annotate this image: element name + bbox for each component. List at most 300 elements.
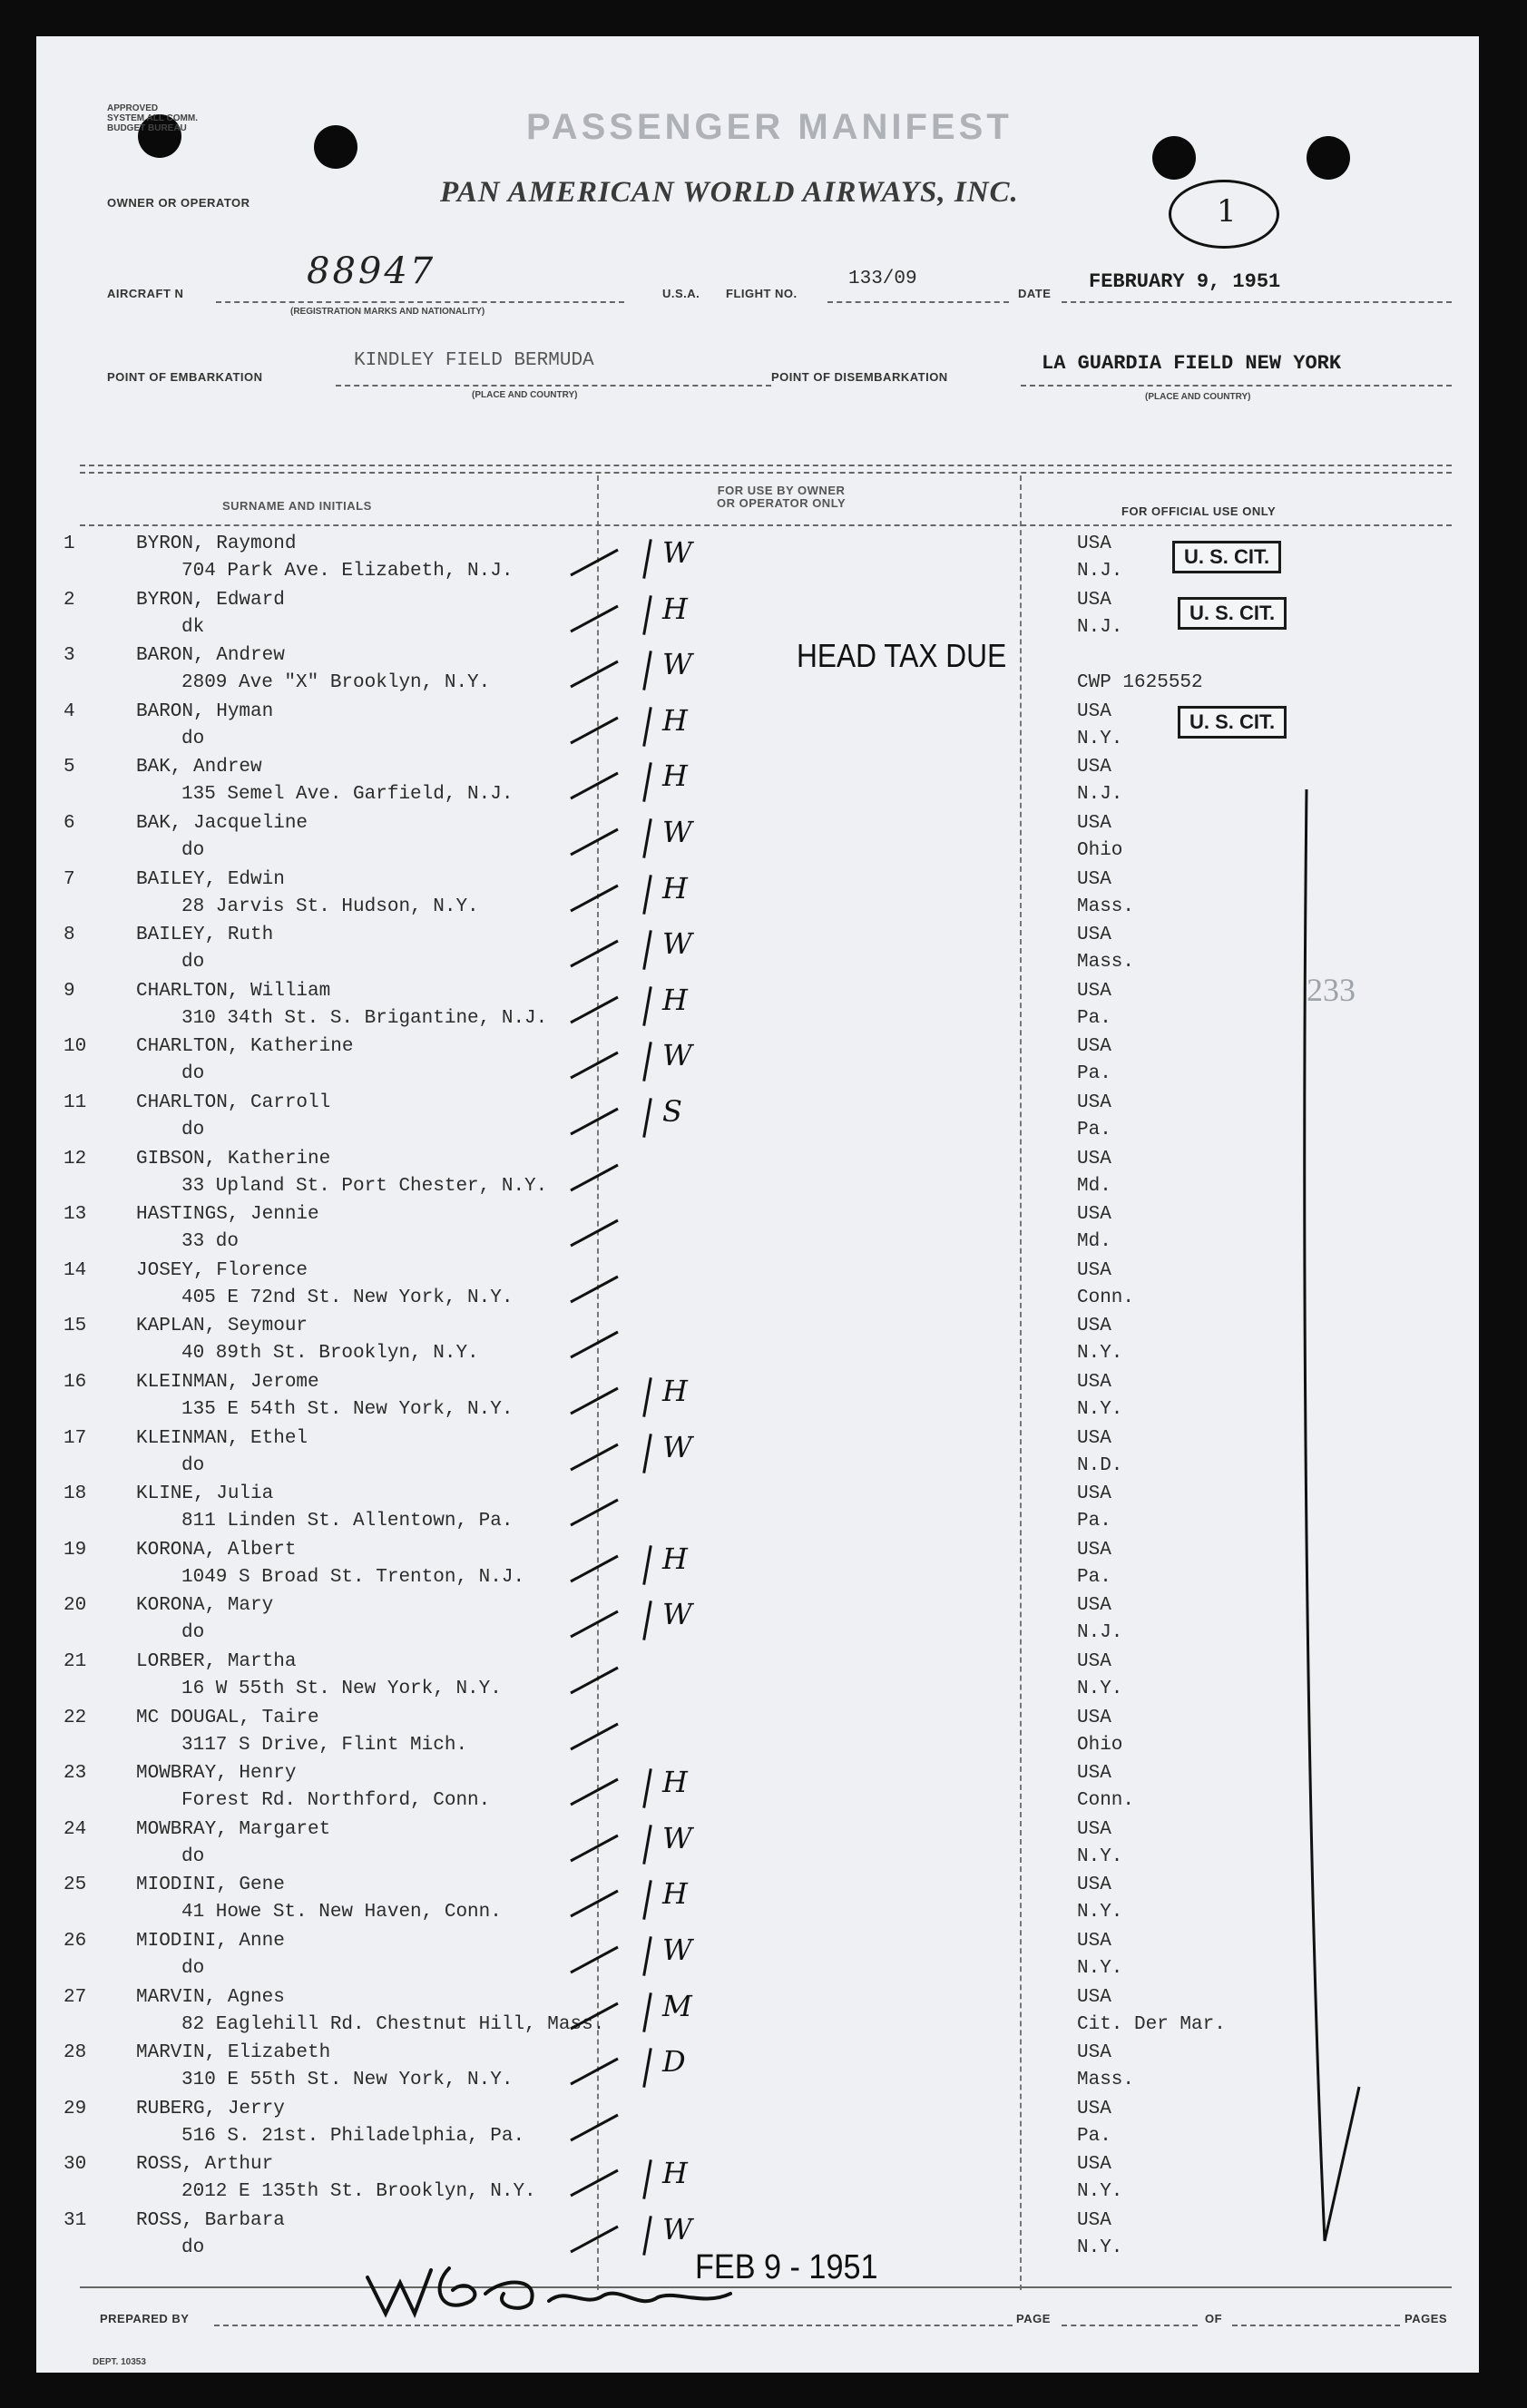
passenger-number: 25 xyxy=(64,1875,87,1896)
passenger-state: Ohio xyxy=(1077,840,1123,861)
passenger-row xyxy=(36,1929,1479,1985)
passenger-row xyxy=(36,1985,1479,2041)
passenger-nationality: USA xyxy=(1077,1483,1111,1505)
passenger-row xyxy=(36,1202,1479,1258)
passenger-row xyxy=(36,1538,1479,1594)
check-slash-mark xyxy=(567,1830,622,1866)
passenger-state: Pa. xyxy=(1077,1063,1111,1085)
flight-date: FEBRUARY 9, 1951 xyxy=(1089,270,1281,293)
of-label: OF xyxy=(1205,2312,1223,2325)
passenger-name: BAK, Jacqueline xyxy=(136,813,308,834)
passenger-row xyxy=(36,755,1479,811)
passenger-name: BAILEY, Edwin xyxy=(136,868,285,890)
passenger-row xyxy=(36,811,1479,867)
passenger-number: 7 xyxy=(64,868,75,890)
passenger-nationality: USA xyxy=(1077,1931,1111,1952)
us-citizen-stamp: U. S. CIT. xyxy=(1172,541,1281,573)
passenger-nationality: USA xyxy=(1077,1427,1111,1449)
passenger-number: 5 xyxy=(64,757,75,778)
form-code: DEPT. 10353 xyxy=(93,2357,146,2367)
aircraft-number: 88947 xyxy=(307,250,436,292)
disembark-label: POINT OF DISEMBARKATION xyxy=(771,370,948,384)
page-circle-number: 1 xyxy=(1217,193,1237,230)
handwritten-mark: H xyxy=(662,702,688,738)
embark-value: KINDLEY FIELD BERMUDA xyxy=(354,350,594,371)
passenger-name: KLINE, Julia xyxy=(136,1483,274,1505)
passenger-number: 16 xyxy=(64,1372,87,1393)
passenger-number: 31 xyxy=(64,2210,87,2231)
passenger-nationality: USA xyxy=(1077,1372,1111,1393)
passenger-nationality: USA xyxy=(1077,1763,1111,1785)
page-circle xyxy=(1169,180,1279,249)
passenger-number: 4 xyxy=(64,700,75,722)
usa-label: U.S.A. xyxy=(662,287,700,300)
pages-label: PAGES xyxy=(1405,2312,1448,2325)
passenger-name: BARON, Andrew xyxy=(136,645,285,667)
handwritten-stroke xyxy=(642,818,652,858)
disembark-value: LA GUARDIA FIELD NEW YORK xyxy=(1042,352,1342,375)
passenger-state: Pa. xyxy=(1077,1120,1111,1140)
passenger-row xyxy=(36,1649,1479,1706)
passenger-row xyxy=(36,1314,1479,1370)
passenger-name: CHARLTON, Carroll xyxy=(136,1092,331,1113)
passenger-nationality: USA xyxy=(1077,589,1111,611)
page-rule xyxy=(1062,2325,1198,2326)
check-slash-mark xyxy=(567,992,622,1028)
passenger-state: Ohio xyxy=(1077,1734,1123,1756)
us-citizen-stamp: U. S. CIT. xyxy=(1178,597,1287,630)
passenger-number: 20 xyxy=(64,1595,87,1617)
check-slash-mark xyxy=(567,824,622,860)
official-number: 233 xyxy=(1307,972,1356,1008)
passenger-name: MIODINI, Gene xyxy=(136,1875,285,1896)
passenger-number: 1 xyxy=(64,533,75,554)
passenger-number: 21 xyxy=(64,1651,87,1672)
passenger-address: do xyxy=(181,1958,205,1979)
aircraft-label: AIRCRAFT N xyxy=(107,287,184,300)
passenger-nationality: USA xyxy=(1077,1148,1111,1170)
passenger-state: Pa. xyxy=(1077,1566,1111,1588)
passenger-name: BARON, Hyman xyxy=(136,700,274,722)
passenger-nationality: USA xyxy=(1077,1651,1111,1672)
handwritten-stroke xyxy=(642,1768,652,1808)
handwritten-mark: M xyxy=(662,1988,692,2023)
passenger-row xyxy=(36,1817,1479,1874)
passenger-nationality: USA xyxy=(1077,1818,1111,1840)
handwritten-stroke xyxy=(642,595,652,635)
passenger-address: do xyxy=(181,1622,205,1644)
official-check-mark xyxy=(1288,753,1379,2295)
passenger-name: GIBSON, Katherine xyxy=(136,1148,331,1170)
passenger-address: 33 Upland St. Port Chester, N.Y. xyxy=(181,1175,548,1197)
passenger-state: N.Y. xyxy=(1077,1399,1123,1420)
passenger-nationality: USA xyxy=(1077,1036,1111,1058)
passenger-state: N.Y. xyxy=(1077,1845,1123,1867)
check-slash-mark xyxy=(567,2053,622,2090)
passenger-row xyxy=(36,1370,1479,1426)
handwritten-mark: W xyxy=(662,1038,692,1073)
check-slash-mark xyxy=(567,1774,622,1810)
passenger-number: 11 xyxy=(64,1092,87,1113)
passenger-name: KORONA, Mary xyxy=(136,1595,274,1617)
passenger-address: do xyxy=(181,1845,205,1867)
passenger-state: N.J. xyxy=(1077,1622,1123,1644)
passenger-number: 3 xyxy=(64,645,75,667)
passenger-state: N.J. xyxy=(1077,784,1123,806)
passenger-nationality: USA xyxy=(1077,2154,1111,2176)
passenger-nationality: USA xyxy=(1077,1875,1111,1896)
passenger-address: 2012 E 135th St. Brooklyn, N.Y. xyxy=(181,2181,536,2203)
manifest-page xyxy=(36,36,1479,2373)
handwritten-mark: W xyxy=(662,535,692,570)
passenger-nationality: USA xyxy=(1077,1595,1111,1617)
handwritten-stroke xyxy=(642,1880,652,1920)
passenger-address: 3117 S Drive, Flint Mich. xyxy=(181,1734,468,1756)
handwritten-stroke xyxy=(642,1936,652,1976)
passenger-state: N.J. xyxy=(1077,561,1123,582)
passenger-number: 29 xyxy=(64,2098,87,2119)
passenger-number: 14 xyxy=(64,1259,87,1281)
check-slash-mark xyxy=(567,935,622,972)
punch-hole xyxy=(1307,136,1350,180)
passenger-state: N.Y. xyxy=(1077,2181,1123,2203)
check-slash-mark xyxy=(567,601,622,637)
passenger-nationality: USA xyxy=(1077,1259,1111,1281)
check-slash-mark xyxy=(567,1606,622,1642)
passenger-nationality: USA xyxy=(1077,980,1111,1002)
head-tax-note: HEAD TAX DUE xyxy=(797,637,1007,674)
passenger-nationality: USA xyxy=(1077,925,1111,946)
handwritten-mark: W xyxy=(662,1820,692,1855)
passenger-state: N.J. xyxy=(1077,616,1123,638)
passenger-number: 6 xyxy=(64,813,75,834)
handwritten-stroke xyxy=(642,1098,652,1138)
passenger-name: JOSEY, Florence xyxy=(136,1259,308,1281)
passenger-nationality: USA xyxy=(1077,1204,1111,1226)
passenger-name: LORBER, Martha xyxy=(136,1651,297,1672)
handwritten-stroke xyxy=(642,539,652,579)
handwritten-stroke xyxy=(642,1377,652,1417)
passenger-name: BAK, Andrew xyxy=(136,757,262,778)
of-rule xyxy=(1232,2325,1400,2326)
handwritten-mark: H xyxy=(662,1541,688,1576)
passenger-address: do xyxy=(181,1063,205,1085)
passenger-name: KLEINMAN, Ethel xyxy=(136,1427,308,1449)
passenger-row xyxy=(36,979,1479,1035)
passenger-number: 9 xyxy=(64,980,75,1002)
form-title: PASSENGER MANIFEST xyxy=(526,107,1013,147)
passenger-row xyxy=(36,2097,1479,2153)
passenger-number: 26 xyxy=(64,1931,87,1952)
check-slash-mark xyxy=(567,1718,622,1755)
handwritten-mark: W xyxy=(662,647,692,682)
punch-hole xyxy=(314,125,357,169)
disembark-rule xyxy=(1021,385,1452,387)
passenger-nationality: USA xyxy=(1077,1092,1111,1113)
handwritten-stroke xyxy=(642,1434,652,1473)
check-slash-mark xyxy=(567,1271,622,1307)
handwritten-mark: H xyxy=(662,870,688,905)
passenger-row xyxy=(36,1034,1479,1091)
signature-image xyxy=(358,2250,739,2323)
handwritten-mark: S xyxy=(662,1094,682,1129)
passenger-address: 1049 S Broad St. Trenton, N.J. xyxy=(181,1566,525,1588)
table-top-rule-2 xyxy=(80,472,1452,474)
table-header-rule xyxy=(80,524,1452,526)
passenger-row xyxy=(36,1258,1479,1315)
passenger-address: 811 Linden St. Allentown, Pa. xyxy=(181,1511,514,1532)
check-slash-mark xyxy=(567,768,622,804)
aircraft-sublabel: (REGISTRATION MARKS AND NATIONALITY) xyxy=(290,307,485,317)
passenger-name: MC DOUGAL, Taire xyxy=(136,1707,319,1728)
passenger-number: 28 xyxy=(64,2042,87,2064)
passenger-number: 19 xyxy=(64,1539,87,1561)
handwritten-stroke xyxy=(642,1992,652,2032)
handwritten-mark: D xyxy=(662,2044,686,2080)
handwritten-stroke xyxy=(642,762,652,802)
passenger-row xyxy=(36,867,1479,924)
passenger-state: Pa. xyxy=(1077,1511,1111,1532)
check-slash-mark xyxy=(567,880,622,916)
passenger-number: 18 xyxy=(64,1483,87,1505)
passenger-nationality: USA xyxy=(1077,868,1111,890)
check-slash-mark xyxy=(567,2109,622,2146)
check-slash-mark xyxy=(567,1439,622,1475)
passenger-address: 41 Howe St. New Haven, Conn. xyxy=(181,1902,502,1923)
handwritten-mark: H xyxy=(662,982,688,1017)
passenger-nationality: USA xyxy=(1077,1707,1111,1728)
column-header-owner: FOR USE BY OWNER OR OPERATOR ONLY xyxy=(717,484,847,510)
check-slash-mark xyxy=(567,1215,622,1251)
disembark-sublabel: (PLACE AND COUNTRY) xyxy=(1145,392,1251,402)
handwritten-mark: W xyxy=(662,1597,692,1632)
passenger-nationality: USA xyxy=(1077,700,1111,722)
passenger-nationality: USA xyxy=(1077,533,1111,554)
check-slash-mark xyxy=(567,1551,622,1587)
passenger-nationality: USA xyxy=(1077,1316,1111,1337)
check-slash-mark xyxy=(567,1326,622,1363)
passenger-number: 24 xyxy=(64,1818,87,1840)
handwritten-mark: H xyxy=(662,759,688,794)
passenger-row xyxy=(36,1593,1479,1649)
passenger-state: N.Y. xyxy=(1077,728,1123,749)
passenger-state: Conn. xyxy=(1077,1790,1135,1812)
passenger-name: MIODINI, Anne xyxy=(136,1931,285,1952)
passenger-address: 2809 Ave "X" Brooklyn, N.Y. xyxy=(181,672,491,694)
passenger-name: RUBERG, Jerry xyxy=(136,2098,285,2119)
passenger-state: Mass. xyxy=(1077,2070,1135,2091)
passenger-address: do xyxy=(181,952,205,974)
passenger-name: BYRON, Edward xyxy=(136,589,285,611)
embark-label: POINT OF EMBARKATION xyxy=(107,370,263,384)
passenger-state: N.Y. xyxy=(1077,2237,1123,2258)
column-header-official: FOR OFFICIAL USE ONLY xyxy=(1121,504,1277,518)
passenger-state: Md. xyxy=(1077,1231,1111,1253)
passenger-number: 2 xyxy=(64,589,75,611)
check-slash-mark xyxy=(567,544,622,581)
check-slash-mark xyxy=(567,1942,622,1978)
passenger-address: 40 89th St. Brooklyn, N.Y. xyxy=(181,1343,479,1365)
passenger-nationality: USA xyxy=(1077,813,1111,834)
flight-number: 133/09 xyxy=(848,269,917,289)
passenger-address: 135 E 54th St. New York, N.Y. xyxy=(181,1399,514,1420)
passenger-nationality: USA xyxy=(1077,757,1111,778)
aircraft-rule xyxy=(216,301,624,303)
handwritten-stroke xyxy=(642,2048,652,2088)
passenger-name: KLEINMAN, Jerome xyxy=(136,1372,319,1393)
column-header-names: SURNAME AND INITIALS xyxy=(222,499,372,513)
passenger-number: 17 xyxy=(64,1427,87,1449)
passenger-state: Mass. xyxy=(1077,896,1135,917)
embark-rule xyxy=(336,385,771,387)
handwritten-mark: H xyxy=(662,591,688,626)
approval-note: APPROVED SYSTEM ALL COMM. BUDGET BUREAU xyxy=(107,103,198,133)
check-slash-mark xyxy=(567,1160,622,1196)
passenger-address: do xyxy=(181,1454,205,1476)
handwritten-mark: W xyxy=(662,1933,692,1967)
passenger-row xyxy=(36,1426,1479,1483)
owner-name: PAN AMERICAN WORLD AIRWAYS, INC. xyxy=(440,176,1019,209)
page-label: PAGE xyxy=(1016,2312,1051,2325)
passenger-number: 13 xyxy=(64,1204,87,1226)
check-slash-mark xyxy=(567,656,622,692)
passenger-address: 16 W 55th St. New York, N.Y. xyxy=(181,1679,502,1699)
passenger-name: MOWBRAY, Margaret xyxy=(136,1818,331,1840)
passenger-address: do xyxy=(181,2237,205,2258)
handwritten-stroke xyxy=(642,2159,652,2199)
passenger-state: Cit. Der Mar. xyxy=(1077,2013,1226,2035)
passenger-state: Mass. xyxy=(1077,952,1135,974)
table-top-rule xyxy=(80,465,1452,466)
passenger-state: N.Y. xyxy=(1077,1679,1123,1699)
passenger-address: 516 S. 21st. Philadelphia, Pa. xyxy=(181,2125,525,2147)
passenger-number: 8 xyxy=(64,925,75,946)
date-rule xyxy=(1062,301,1452,303)
signature-date: FEB 9 - 1951 xyxy=(695,2248,878,2286)
check-slash-mark xyxy=(567,1103,622,1140)
passenger-address: do xyxy=(181,1120,205,1140)
passenger-nationality: USA xyxy=(1077,2210,1111,2231)
passenger-number: 12 xyxy=(64,1148,87,1170)
owner-label: OWNER OR OPERATOR xyxy=(107,196,250,210)
embark-sublabel: (PLACE AND COUNTRY) xyxy=(472,390,578,400)
handwritten-mark: W xyxy=(662,2212,692,2246)
passenger-number: 10 xyxy=(64,1036,87,1058)
passenger-state: Pa. xyxy=(1077,1007,1111,1029)
punch-hole xyxy=(1152,136,1196,180)
passenger-state: N.Y. xyxy=(1077,1958,1123,1979)
check-slash-mark xyxy=(567,2165,622,2201)
passenger-address: 405 E 72nd St. New York, N.Y. xyxy=(181,1287,514,1308)
passenger-address: 310 34th St. S. Brigantine, N.J. xyxy=(181,1007,548,1029)
passenger-row xyxy=(36,1706,1479,1762)
passenger-row xyxy=(36,1761,1479,1817)
handwritten-mark: H xyxy=(662,1876,688,1912)
passenger-nationality: USA xyxy=(1077,1539,1111,1561)
passenger-row xyxy=(36,923,1479,979)
passenger-name: ROSS, Barbara xyxy=(136,2210,285,2231)
handwritten-stroke xyxy=(642,707,652,747)
passenger-address: do xyxy=(181,840,205,861)
passenger-state: Md. xyxy=(1077,1175,1111,1197)
handwritten-stroke xyxy=(642,1825,652,1865)
passenger-address: 135 Semel Ave. Garfield, N.J. xyxy=(181,784,514,806)
handwritten-stroke xyxy=(642,986,652,1026)
handwritten-mark: H xyxy=(662,1765,688,1800)
handwritten-stroke xyxy=(642,875,652,915)
passenger-name: CHARLTON, Katherine xyxy=(136,1036,354,1058)
handwritten-stroke xyxy=(642,1600,652,1640)
passenger-name: KORONA, Albert xyxy=(136,1539,297,1561)
check-slash-mark xyxy=(567,1885,622,1922)
passenger-number: 15 xyxy=(64,1316,87,1337)
prepared-by-label: PREPARED BY xyxy=(100,2312,190,2325)
passenger-name: HASTINGS, Jennie xyxy=(136,1204,319,1226)
passenger-row xyxy=(36,643,1479,700)
handwritten-mark: H xyxy=(662,1374,688,1408)
passenger-address: 704 Park Ave. Elizabeth, N.J. xyxy=(181,561,514,582)
passenger-number: 22 xyxy=(64,1707,87,1728)
passenger-state: CWP 1625552 xyxy=(1077,672,1203,694)
passenger-state: N.D. xyxy=(1077,1454,1123,1476)
check-slash-mark xyxy=(567,1662,622,1698)
handwritten-mark: W xyxy=(662,815,692,849)
handwritten-stroke xyxy=(642,1545,652,1585)
passenger-state: Conn. xyxy=(1077,1287,1135,1308)
passenger-name: CHARLTON, William xyxy=(136,980,331,1002)
passenger-number: 30 xyxy=(64,2154,87,2176)
passenger-address: 28 Jarvis St. Hudson, N.Y. xyxy=(181,896,479,917)
check-slash-mark xyxy=(567,1494,622,1531)
passenger-address: 82 Eaglehill Rd. Chestnut Hill, Mass. xyxy=(181,2013,605,2035)
handwritten-stroke xyxy=(642,930,652,970)
passenger-number: 23 xyxy=(64,1763,87,1785)
passenger-row xyxy=(36,1147,1479,1203)
passenger-state: Pa. xyxy=(1077,2125,1111,2147)
passenger-address: 310 E 55th St. New York, N.Y. xyxy=(181,2070,514,2091)
passenger-nationality: USA xyxy=(1077,1986,1111,2008)
passenger-nationality: USA xyxy=(1077,2042,1111,2064)
handwritten-mark: W xyxy=(662,926,692,962)
prepared-by-rule xyxy=(214,2325,1013,2326)
passenger-name: BYRON, Raymond xyxy=(136,533,297,554)
passenger-address: dk xyxy=(181,616,205,638)
passenger-number: 27 xyxy=(64,1986,87,2008)
passenger-name: KAPLAN, Seymour xyxy=(136,1316,308,1337)
passenger-address: do xyxy=(181,728,205,749)
passenger-row xyxy=(36,2041,1479,2097)
passenger-state: N.Y. xyxy=(1077,1343,1123,1365)
passenger-row xyxy=(36,1091,1479,1147)
check-slash-mark xyxy=(567,1383,622,1419)
handwritten-mark: H xyxy=(662,2156,688,2191)
passenger-name: MOWBRAY, Henry xyxy=(136,1763,297,1785)
handwritten-stroke xyxy=(642,651,652,690)
passenger-state: N.Y. xyxy=(1077,1902,1123,1923)
passenger-row xyxy=(36,1482,1479,1538)
passenger-name: ROSS, Arthur xyxy=(136,2154,274,2176)
flight-label: FLIGHT NO. xyxy=(726,287,798,300)
passenger-name: BAILEY, Ruth xyxy=(136,925,274,946)
check-slash-mark xyxy=(567,1047,622,1083)
date-label: DATE xyxy=(1018,287,1052,300)
passenger-row xyxy=(36,1873,1479,1929)
handwritten-mark: W xyxy=(662,1429,692,1464)
passenger-name: MARVIN, Agnes xyxy=(136,1986,285,2008)
check-slash-mark xyxy=(567,712,622,749)
us-citizen-stamp: U. S. CIT. xyxy=(1178,706,1287,739)
passenger-nationality: USA xyxy=(1077,2098,1111,2119)
